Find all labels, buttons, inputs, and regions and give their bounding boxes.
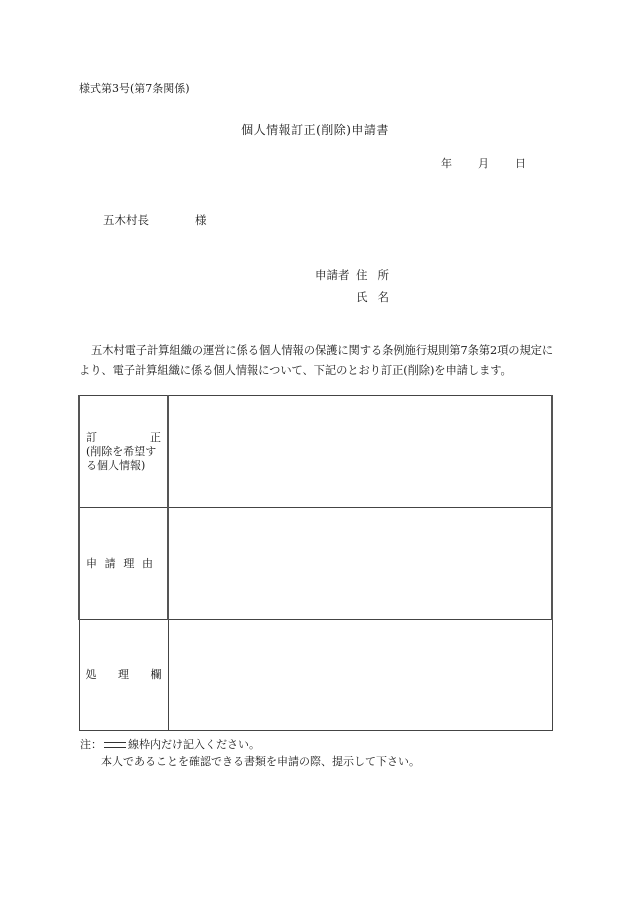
table-row-processing [79,620,552,731]
processing-cell [168,620,552,731]
note-prefix: 注： [80,738,102,751]
double-line-icon [104,742,126,748]
reason-char: 申 [86,556,97,570]
form-number: 様式第3号(第7条関係) [79,82,190,95]
reason-char: 由 [141,556,153,570]
reason-input-cell[interactable] [168,508,552,620]
processing-char: 理 [118,668,129,681]
correction-sub2: る個人情報) [86,458,146,472]
reason-char: 理 [123,556,135,570]
applicant-label: 申請者 [315,268,350,282]
application-table [78,395,553,731]
note-2: 本人であることを確認できる書類を申請の際、提示して下さい。 [101,755,420,768]
note-1 [80,736,260,752]
processing-label [86,668,162,682]
correction-label-cell [79,396,168,508]
correction-heading-right: 正 [150,430,161,444]
applicant-name-label: 氏名 [356,290,399,304]
date-year: 年 [441,157,452,170]
date-day: 日 [515,157,526,170]
date-month: 月 [478,157,489,170]
table-row-correction [79,396,552,508]
reason-label-cell [79,508,168,620]
processing-label-cell [79,620,168,731]
date-line [441,155,526,171]
applicant-address-label: 住所 [356,268,399,282]
addressee-honorific: 様 [195,213,207,227]
form-title: 個人情報訂正(削除)申請書 [241,123,389,137]
reason-char: 請 [104,556,116,570]
correction-heading-left: 訂 [86,430,97,444]
note-1-text: 線枠内だけ記入ください。 [128,738,260,751]
processing-char: 処 [85,668,97,681]
reason-label [86,557,161,571]
addressee-name: 五木村長 [103,213,149,227]
correction-heading [86,431,161,445]
correction-input-cell[interactable] [168,396,552,508]
processing-char: 欄 [150,668,162,681]
table-row-reason [79,508,552,620]
body-text: 五木村電子計算組織の運営に係る個人情報の保護に関する条例施行規則第7条第2項の規定により、電子計算組織に係る個人情報について、下記のとおり訂正(削除)を申請します。 [79,344,554,377]
addressee [103,212,207,228]
correction-sub1: (削除を希望す [86,444,157,458]
